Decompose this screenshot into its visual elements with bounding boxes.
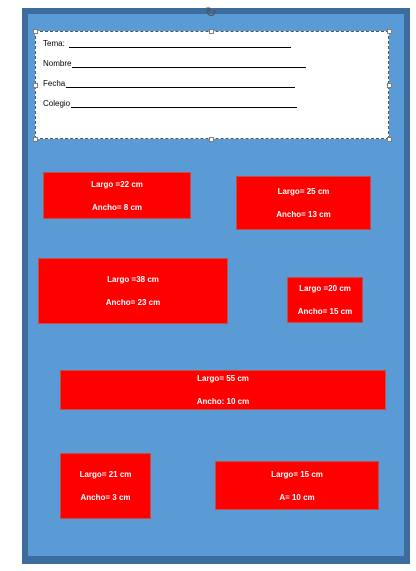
colegio-label: Colegio	[43, 99, 71, 108]
resize-handle-top-left[interactable]	[33, 29, 38, 34]
resize-handle-bottom-left[interactable]	[33, 137, 38, 142]
rectangle-5-largo: Largo= 55 cm	[197, 374, 249, 383]
rectangle-5-ancho: Ancho: 10 cm	[196, 397, 250, 406]
rotate-handle-icon[interactable]: ↻	[205, 5, 217, 21]
resize-handle-middle-right[interactable]	[387, 83, 392, 88]
rectangle-3-ancho: Ancho= 23 cm	[105, 298, 161, 307]
tema-label: Tema:	[43, 39, 65, 48]
resize-handle-top-center[interactable]	[209, 29, 214, 34]
rectangle-shape-6[interactable]	[60, 453, 151, 519]
rectangle-2-ancho: Ancho= 13 cm	[276, 210, 331, 219]
resize-handle-middle-left[interactable]	[33, 83, 38, 88]
resize-handle-top-right[interactable]	[387, 29, 392, 34]
rectangle-1-largo: Largo =22 cm	[91, 179, 143, 189]
nombre-label: Nombre	[43, 59, 72, 68]
rectangle-4-largo: Largo =20 cm	[299, 284, 351, 293]
rectangle-shape-1[interactable]	[43, 172, 191, 219]
rectangle-shape-5[interactable]	[60, 370, 386, 410]
rectangle-2-largo: Largo= 25 cm	[277, 187, 330, 196]
rectangle-shape-4[interactable]	[287, 277, 363, 323]
rectangle-6-ancho: Ancho= 3 cm	[80, 493, 131, 502]
rectangle-1-ancho: Ancho= 8 cm	[91, 202, 142, 212]
rectangle-4-ancho: Ancho= 15 cm	[297, 307, 353, 316]
rectangle-3-largo: Largo =38 cm	[107, 275, 159, 284]
rectangle-shape-7[interactable]	[215, 461, 379, 510]
colegio-row	[43, 96, 297, 108]
rectangle-6-largo: Largo= 21 cm	[79, 470, 132, 479]
fecha-row	[43, 76, 295, 88]
rectangle-shape-3[interactable]	[38, 258, 228, 324]
fecha-label: Fecha	[43, 79, 66, 88]
nombre-row	[43, 56, 306, 68]
fecha-line	[66, 78, 295, 88]
student-info-textbox[interactable]	[35, 31, 389, 139]
colegio-line	[71, 98, 297, 108]
nombre-line	[72, 58, 306, 68]
tema-row	[43, 36, 291, 48]
resize-handle-bottom-right[interactable]	[387, 137, 392, 142]
rectangle-shape-2[interactable]	[236, 176, 371, 230]
rectangle-7-largo: Largo= 15 cm	[271, 469, 323, 479]
tema-line	[69, 38, 291, 48]
rectangle-7-ancho: A= 10 cm	[279, 492, 315, 502]
resize-handle-bottom-center[interactable]	[209, 137, 214, 142]
